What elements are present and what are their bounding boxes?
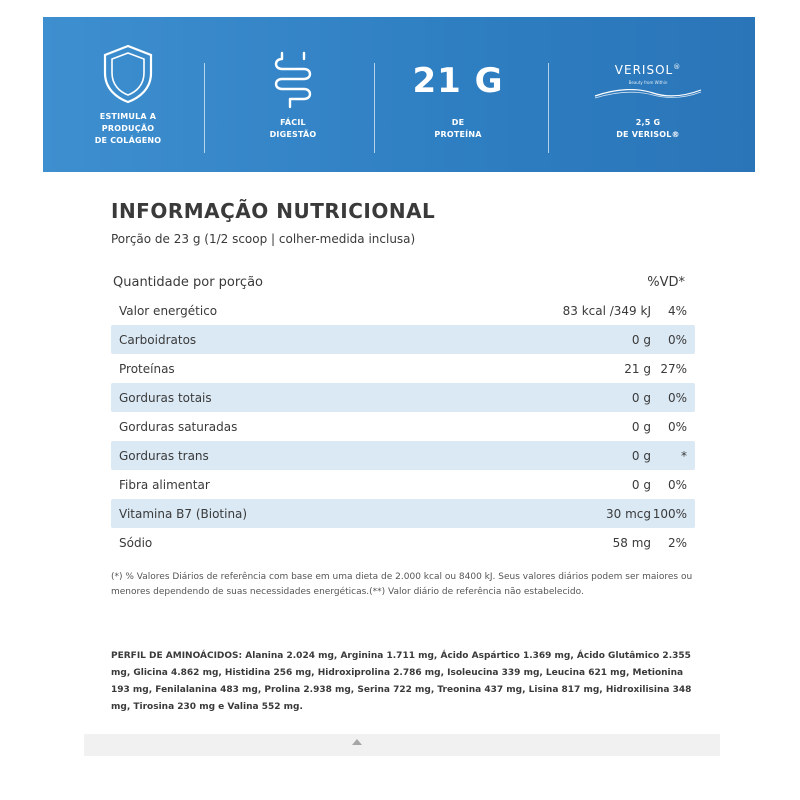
table-row <box>111 528 695 557</box>
shield-icon <box>101 43 155 109</box>
nutrient-name: Sódio <box>119 536 153 550</box>
footnote: (*) % Valores Diários de referência com base em uma dieta de 2.000 kcal ou 8400 kJ. Seus valores diários podem ser maiores ou menores dependendo de suas necessidades energéticas.(**) Valor diário de referência não estabelecido. <box>111 572 693 597</box>
nutrient-vd: 4% <box>667 304 687 318</box>
nutrient-vd: 0% <box>667 478 687 492</box>
feature-digestion <box>228 17 358 172</box>
protein-amount: 21 G <box>412 61 504 101</box>
feature-caption-line: FÁCIL <box>280 118 306 127</box>
header-quantity: Quantidade por porção <box>113 275 264 290</box>
nutrition-title: INFORMAÇÃO NUTRICIONAL <box>111 199 436 223</box>
header-vd: %VD* <box>647 275 685 290</box>
nutrient-name: Gorduras trans <box>119 449 209 463</box>
table-row <box>111 383 695 412</box>
nutrition-table-header <box>111 273 699 295</box>
feature-protein <box>393 17 523 172</box>
table-row <box>111 325 695 354</box>
intestine-icon <box>268 49 318 115</box>
verisol-tagline: Beauty from Within <box>628 80 668 85</box>
serving-size: Porção de 23 g (1/2 scoop | colher-medida inclusa) <box>111 232 416 246</box>
table-row <box>111 412 695 441</box>
nutrient-quantity: 0 g <box>631 420 651 434</box>
banner-divider <box>374 63 375 153</box>
nutrient-quantity: 0 g <box>631 449 651 463</box>
nutrient-quantity: 21 g <box>624 362 651 376</box>
feature-caption-line: DIGESTÃO <box>269 130 317 139</box>
amino-acid-profile <box>111 648 701 716</box>
nutrient-vd: 27% <box>660 362 687 376</box>
nutrient-vd: 2% <box>667 536 687 550</box>
nutrient-vd: 0% <box>667 391 687 405</box>
nutrient-quantity: 30 mcg <box>606 507 651 521</box>
scroll-up-bar[interactable] <box>84 734 720 756</box>
amino-label: PERFIL DE AMINOÁCIDOS: <box>111 651 243 661</box>
verisol-brand: VERISOL <box>614 63 674 77</box>
nutrient-name: Proteínas <box>119 362 175 376</box>
feature-caption-line: DE VERISOL® <box>616 130 680 139</box>
feature-collagen <box>63 17 193 172</box>
banner-divider <box>204 63 205 153</box>
nutrient-name: Valor energético <box>119 304 218 318</box>
nutrient-vd: 0% <box>667 420 687 434</box>
feature-caption-line: 2,5 G <box>635 118 661 127</box>
feature-caption-line: PRODUÇÃO <box>101 124 155 133</box>
nutrient-name: Gorduras totais <box>119 391 212 405</box>
nutrient-quantity: 58 mg <box>612 536 651 550</box>
table-row <box>111 354 695 383</box>
amino-text: Alanina 2.024 mg, Arginina 1.711 mg, Ácido Aspártico 1.369 mg, Ácido Glutâmico 2.355 mg, Glicina 4.862 mg, Histidina 256 mg, Hidroxiprolina 2.786 mg, Isoleucina 339 mg, Leucina 621 mg, Metionina 193 mg, Fenilalanina 483 mg, Prolina 2.938 mg, Serina 722 mg, Treonina 437 mg, Lisina 817 mg, Hidroxilisina 348 mg, Tirosina 230 mg e Valina 552 mg. <box>111 651 692 712</box>
verisol-logo <box>573 63 723 77</box>
feature-caption-line: DE COLÁGENO <box>94 136 162 145</box>
table-row <box>111 470 695 499</box>
nutrition-table <box>111 296 695 557</box>
wave-icon <box>593 85 703 104</box>
nutrient-vd: 0% <box>667 333 687 347</box>
feature-banner <box>43 17 755 172</box>
feature-caption-line: ESTIMULA A <box>99 112 157 121</box>
nutrient-name: Fibra alimentar <box>119 478 210 492</box>
nutrient-name: Vitamina B7 (Biotina) <box>119 507 248 521</box>
feature-caption-line: DE <box>451 118 465 127</box>
nutrient-name: Gorduras saturadas <box>119 420 238 434</box>
nutrient-vd: * <box>681 449 687 463</box>
banner-divider <box>548 63 549 153</box>
chevron-up-icon[interactable] <box>352 739 362 745</box>
nutrient-quantity: 83 kcal /349 kJ <box>562 304 651 318</box>
table-row <box>111 296 695 325</box>
nutrient-name: Carboidratos <box>119 333 197 347</box>
table-row <box>111 441 695 470</box>
nutrient-quantity: 0 g <box>631 478 651 492</box>
nutrient-vd: 100% <box>652 507 687 521</box>
feature-verisol <box>573 17 723 172</box>
verisol-brand-mark: ® <box>673 63 682 71</box>
nutrient-quantity: 0 g <box>631 391 651 405</box>
nutrient-quantity: 0 g <box>631 333 651 347</box>
table-row <box>111 499 695 528</box>
feature-caption-line: PROTEÍNA <box>434 130 482 139</box>
